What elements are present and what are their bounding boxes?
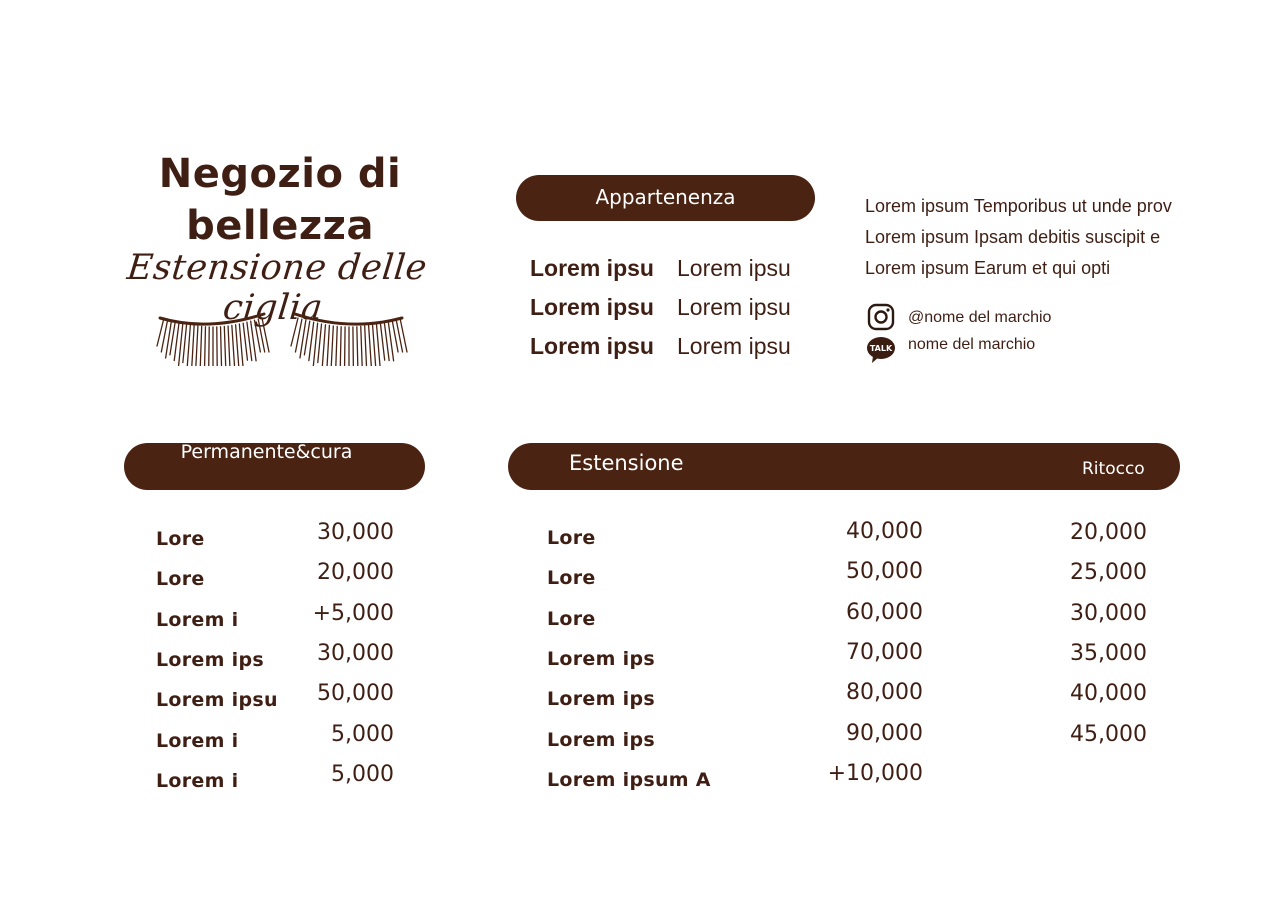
service-price: 20,000 [317, 560, 394, 586]
service-name: Lore [547, 567, 596, 590]
brand-title [110, 148, 450, 252]
service-price: +5,000 [312, 600, 394, 626]
permanente-row [156, 560, 396, 600]
appartenenza-value: Lorem ipsu [677, 255, 791, 281]
brand-title-line2: bellezza [186, 203, 374, 249]
permanente-row [156, 641, 396, 681]
brand-subtitle: Estensione delle ciglia [125, 248, 430, 328]
touchup-price: 45,000 [1070, 721, 1147, 747]
appartenenza-label: Lorem ipsu [530, 255, 654, 281]
appartenenza-label: Lorem ipsu [530, 294, 654, 320]
kakaotalk-handle: nome del marchio [908, 336, 1036, 353]
estensione-row [547, 600, 1149, 640]
permanente-row [156, 722, 396, 762]
service-price: 60,000 [846, 599, 923, 625]
appartenenza-row [530, 333, 810, 363]
info-line: Lorem ipsum Ipsam debitis suscipit e [865, 227, 1161, 247]
talk-icon [866, 336, 898, 366]
service-price: 80,000 [846, 680, 923, 706]
appartenenza-header [516, 175, 815, 221]
estensione-row [547, 519, 1149, 559]
appartenenza-value: Lorem ipsu [677, 333, 791, 359]
estensione-row [547, 761, 1149, 801]
permanente-row [156, 681, 396, 721]
service-name: Lore [547, 527, 596, 549]
touchup-price: 40,000 [1070, 681, 1147, 707]
instagram-handle: @nome del marchio [908, 309, 1052, 326]
service-name: Lorem ipsum A [547, 768, 711, 791]
service-price: +10,000 [827, 760, 923, 786]
service-name: Lorem i [156, 608, 239, 631]
permanente-row [156, 601, 396, 641]
service-price: 40,000 [846, 519, 923, 544]
service-name: Lorem ips [547, 647, 655, 670]
permanente-header [124, 443, 425, 490]
talk-icon-label: TALK [869, 344, 893, 353]
brand-title-line1: Negozio di [158, 151, 402, 197]
appartenenza-value: Lorem ipsu [677, 294, 791, 320]
service-name: Lorem ips [547, 728, 655, 751]
touchup-price: 20,000 [1070, 520, 1147, 545]
service-name: Lorem i [156, 769, 239, 792]
service-name: Lore [156, 568, 205, 591]
touchup-price: 25,000 [1070, 560, 1147, 586]
service-name: Lorem i [156, 729, 239, 752]
service-name: Lorem ipsu [156, 689, 278, 712]
instagram-icon [866, 302, 896, 332]
permanente-title: Permanente&cura [180, 441, 353, 463]
info-line: Lorem ipsum Earum et qui opti [865, 258, 1111, 278]
service-price: 5,000 [331, 761, 394, 787]
service-name: Lore [547, 607, 596, 630]
service-name: Lorem ips [156, 648, 264, 671]
service-price: 70,000 [846, 639, 923, 665]
service-price: 30,000 [317, 640, 394, 666]
estensione-row [547, 640, 1149, 680]
closed-eyelashes-icon [150, 300, 420, 366]
appartenenza-title: Appartenenza [595, 185, 736, 209]
service-name: Lorem ips [547, 688, 655, 711]
estensione-header [508, 443, 1180, 490]
service-price: 50,000 [846, 559, 923, 585]
touchup-price: 30,000 [1070, 600, 1147, 626]
kakaotalk-link[interactable] [866, 336, 1186, 364]
instagram-link[interactable] [866, 302, 1186, 330]
service-price: 30,000 [317, 520, 394, 545]
estensione-title: Estensione [569, 451, 684, 475]
estensione-row [547, 721, 1149, 761]
touchup-price: 35,000 [1070, 640, 1147, 666]
ritocco-title: Ritocco [1082, 459, 1145, 479]
service-price: 90,000 [846, 720, 923, 746]
service-price: 50,000 [317, 681, 394, 707]
estensione-row [547, 680, 1149, 720]
estensione-row [547, 559, 1149, 599]
info-line: Lorem ipsum Temporibus ut unde prov [865, 196, 1172, 216]
service-price: 5,000 [331, 721, 394, 747]
appartenenza-label: Lorem ipsu [530, 333, 654, 359]
appartenenza-row [530, 294, 810, 324]
permanente-row [156, 762, 396, 802]
service-name: Lore [156, 528, 205, 550]
permanente-row [156, 520, 396, 560]
appartenenza-row [530, 255, 810, 285]
